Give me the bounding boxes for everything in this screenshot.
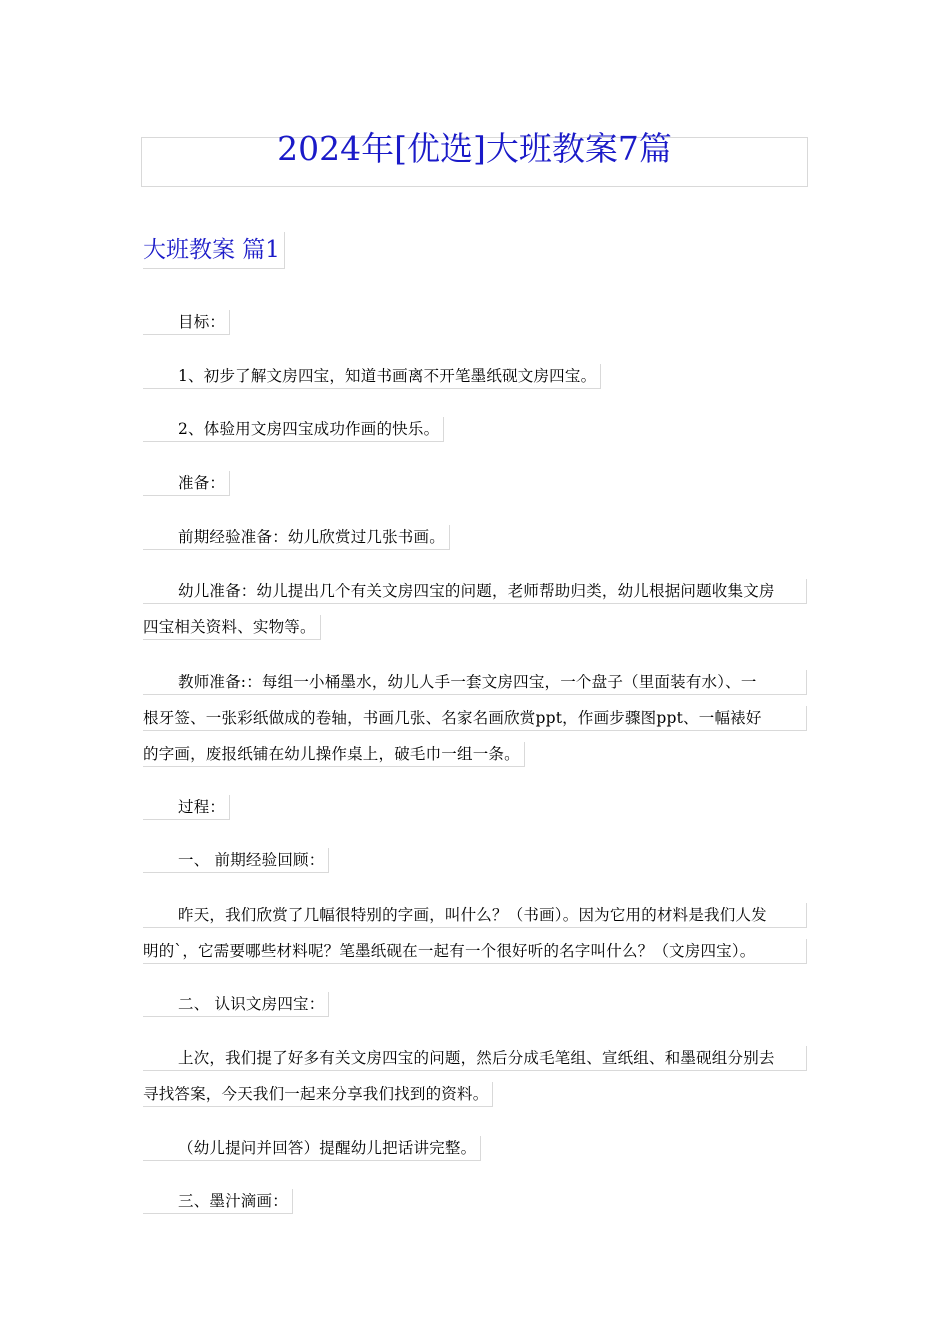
document-title: 2024年[优选]大班教案7篇 bbox=[277, 129, 672, 168]
paragraph-line: 上次，我们提了好多有关文房四宝的问题，然后分成毛笔组、宣纸组、和墨砚组分别去 bbox=[143, 1046, 807, 1071]
section-title: 大班教案 篇1 bbox=[143, 232, 285, 269]
paragraph-line: 2、体验用文房四宝成功作画的快乐。 bbox=[143, 417, 444, 442]
paragraph-line: 昨天，我们欣赏了几幅很特别的字画，叫什么？（书画）。因为它用的材料是我们人发 bbox=[143, 903, 807, 928]
paragraph-line: 教师准备:：每组一小桶墨水，幼儿人手一套文房四宝，一个盘子（里面装有水）、一 bbox=[143, 670, 807, 695]
paragraph-line: 三、墨汁滴画： bbox=[143, 1189, 293, 1214]
paragraph-line: 寻找答案，今天我们一起来分享我们找到的资料。 bbox=[143, 1082, 493, 1107]
paragraph-line: 根牙签、一张彩纸做成的卷轴，书画几张、名家名画欣赏ppt，作画步骤图ppt、一幅裱好 bbox=[143, 706, 807, 731]
paragraph-line: 二、 认识文房四宝： bbox=[143, 992, 329, 1017]
paragraph-line: 明的`，它需要哪些材料呢？笔墨纸砚在一起有一个很好听的名字叫什么？（文房四宝）。 bbox=[143, 939, 807, 964]
paragraph-line: 一、 前期经验回顾： bbox=[143, 848, 329, 873]
paragraph-line: 幼儿准备：幼儿提出几个有关文房四宝的问题，老师帮助归类，幼儿根据问题收集文房 bbox=[143, 579, 807, 604]
paragraph-line: （幼儿提问并回答）提醒幼儿把话讲完整。 bbox=[143, 1136, 481, 1161]
paragraph-line: 目标： bbox=[143, 310, 230, 335]
paragraph-line: 四宝相关资料、实物等。 bbox=[143, 615, 321, 640]
paragraph-line: 过程： bbox=[143, 795, 230, 820]
paragraph-line: 的字画，废报纸铺在幼儿操作桌上，破毛巾一组一条。 bbox=[143, 742, 525, 767]
paragraph-line: 前期经验准备：幼儿欣赏过几张书画。 bbox=[143, 525, 450, 550]
paragraph-line: 1、初步了解文房四宝，知道书画离不开笔墨纸砚文房四宝。 bbox=[143, 364, 601, 389]
paragraph-line: 准备： bbox=[143, 471, 230, 496]
